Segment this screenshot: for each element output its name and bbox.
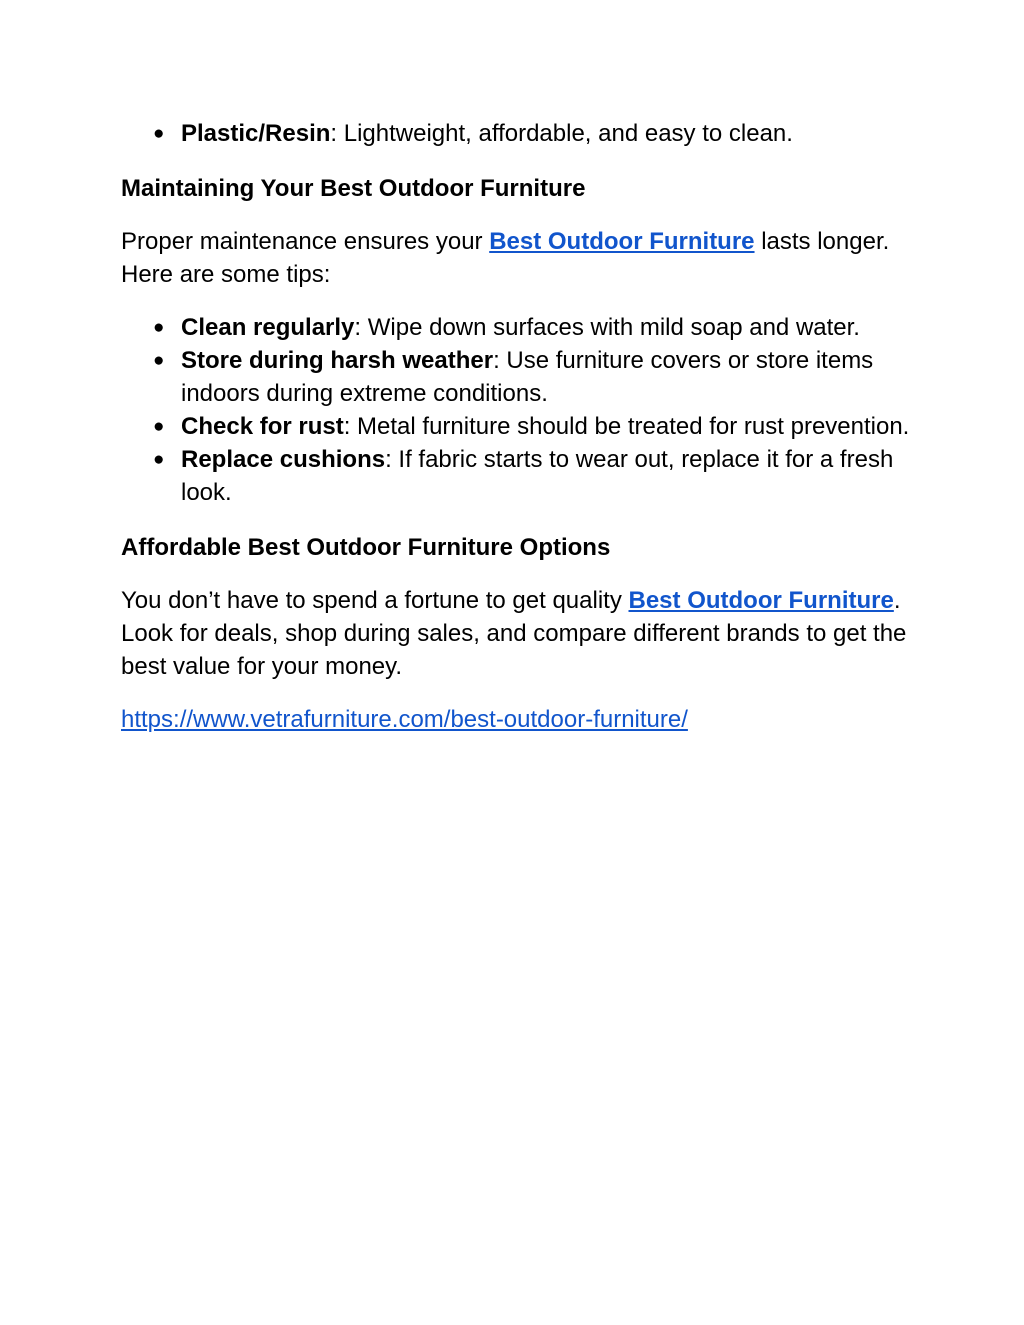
paragraph-text: . Look for deals, shop during sales, and compare different brands to get the best value for your money. — [121, 587, 907, 680]
section-heading-maintaining: Maintaining Your Best Outdoor Furniture — [121, 175, 586, 202]
bullet-icon: ● — [153, 416, 165, 437]
list-item-text: : Wipe down surfaces with mild soap and water. — [354, 314, 860, 341]
list-item-term: Replace cushions — [181, 446, 386, 473]
best-outdoor-furniture-link[interactable]: Best Outdoor Furniture — [489, 228, 755, 255]
bullet-icon: ● — [153, 350, 165, 371]
document-content — [121, 117, 911, 736]
bullet-icon: ● — [153, 449, 165, 470]
list-item-term: Store during harsh weather — [181, 347, 494, 374]
list-item-term: Check for rust — [181, 413, 344, 440]
list-item-text: : Use furniture covers or store items indoors during extreme conditions. — [181, 347, 874, 407]
paragraph-text: lasts longer. Here are some tips: — [121, 228, 890, 288]
list-item — [121, 344, 911, 410]
section-heading-affordable: Affordable Best Outdoor Furniture Options — [121, 534, 611, 561]
bullet-icon: ● — [153, 123, 165, 144]
paragraph-text: You don’t have to spend a fortune to get quality — [121, 587, 629, 614]
bullet-icon: ● — [153, 317, 165, 338]
list-item — [121, 443, 911, 509]
list-item — [121, 117, 911, 150]
tips-list — [121, 311, 911, 509]
maintenance-paragraph — [121, 225, 911, 291]
material-list — [121, 117, 911, 150]
source-url-link[interactable]: https://www.vetrafurniture.com/best-outdoor-furniture/ — [121, 706, 688, 733]
list-item-text: : Lightweight, affordable, and easy to clean. — [330, 120, 793, 147]
paragraph-text: Proper maintenance ensures your — [121, 228, 490, 255]
best-outdoor-furniture-link[interactable]: Best Outdoor Furniture — [628, 587, 894, 614]
list-item-text: : If fabric starts to wear out, replace it for a fresh look. — [181, 446, 894, 506]
footer-link-paragraph — [121, 703, 911, 736]
list-item-text: : Metal furniture should be treated for rust prevention. — [343, 413, 910, 440]
list-item-term: Plastic/Resin — [181, 120, 331, 147]
list-item — [121, 311, 911, 344]
list-item-term: Clean regularly — [181, 314, 355, 341]
list-item — [121, 410, 911, 443]
affordable-paragraph — [121, 584, 911, 683]
